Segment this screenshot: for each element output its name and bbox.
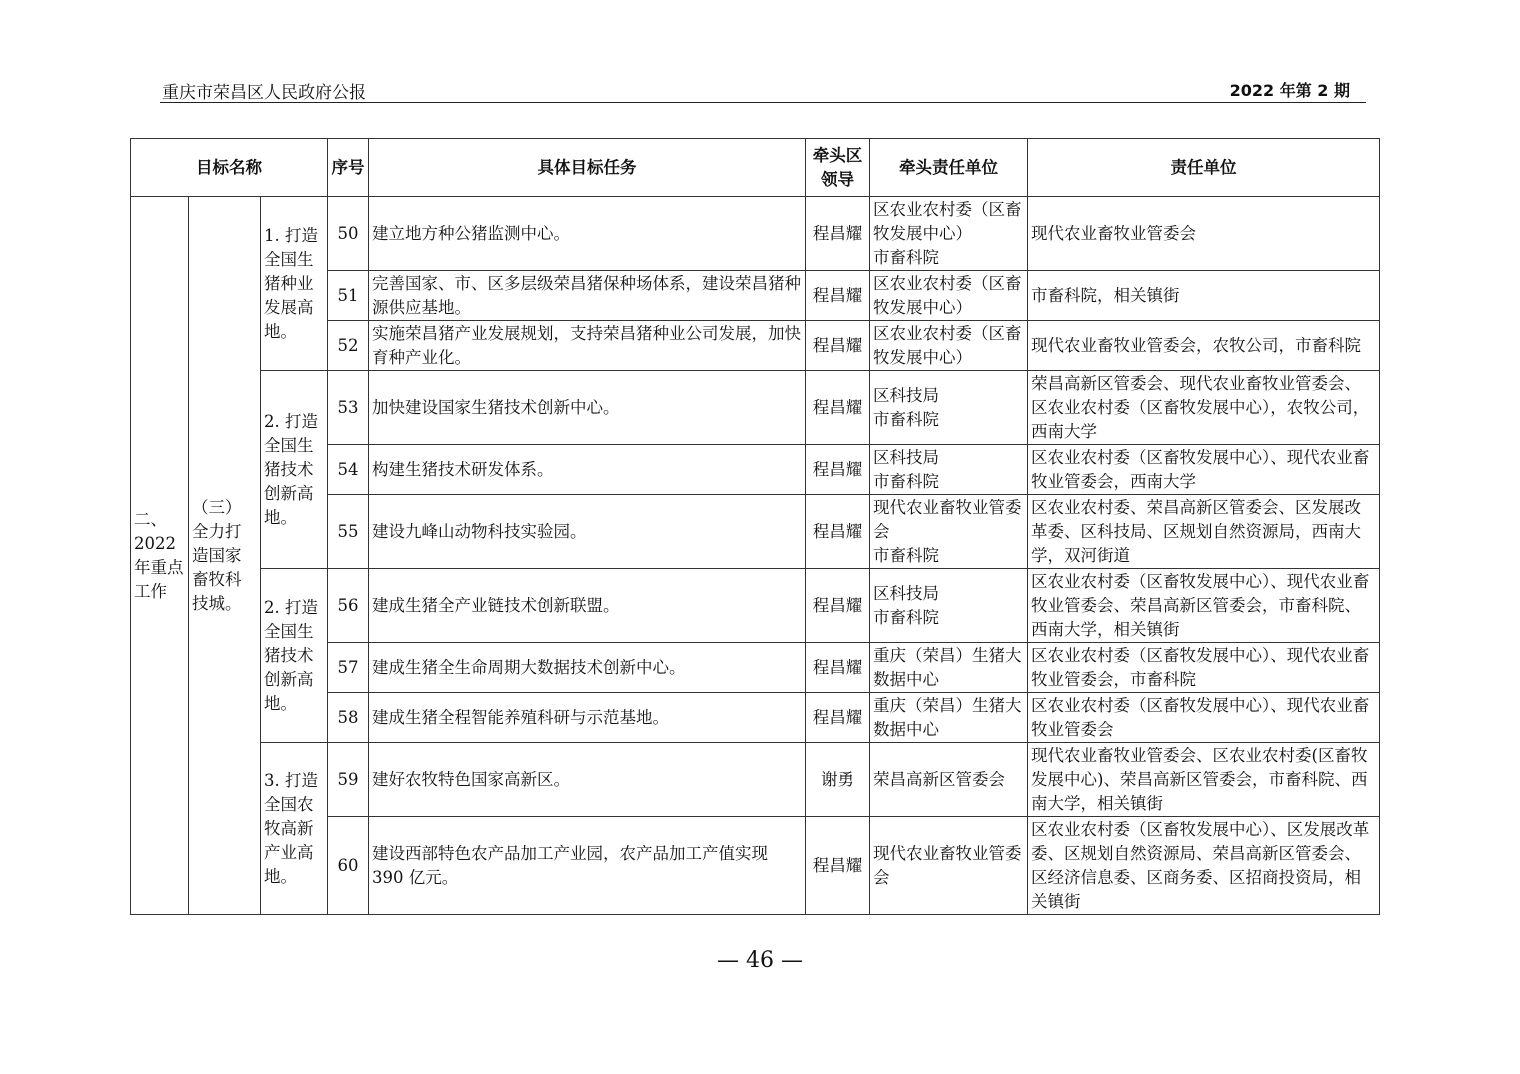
group-label: 2. 打造全国生猪技术创新高地。 — [261, 371, 328, 569]
seq-cell: 52 — [328, 321, 369, 371]
task-cell: 建设九峰山动物科技实验园。 — [369, 495, 806, 569]
leader-cell: 程昌耀 — [806, 693, 870, 743]
publication-title: 重庆市荣昌区人民政府公报 — [162, 83, 366, 103]
leader-cell: 谢勇 — [806, 743, 870, 817]
task-cell: 完善国家、市、区多层级荣昌猪保种场体系，建设荣昌猪种源供应基地。 — [369, 271, 806, 321]
seq-cell: 50 — [328, 197, 369, 271]
lead-unit-cell: 区科技局 市畜科院 — [870, 569, 1028, 643]
seq-cell: 56 — [328, 569, 369, 643]
units-cell: 区农业农村委（区畜牧发展中心）、现代农业畜牧业管委会、荣昌高新区管委会，市畜科院、西南大学，相关镇街 — [1028, 569, 1380, 643]
col-header-lead-unit: 牵头责任单位 — [870, 139, 1028, 197]
lead-unit-cell: 重庆（荣昌）生猪大数据中心 — [870, 693, 1028, 743]
units-cell: 现代农业畜牧业管委会 — [1028, 197, 1380, 271]
units-cell: 荣昌高新区管委会、现代农业畜牧业管委会、区农业农村委（区畜牧发展中心），农牧公司，西南大学 — [1028, 371, 1380, 445]
leader-cell: 程昌耀 — [806, 817, 870, 915]
task-cell: 实施荣昌猪产业发展规划，支持荣昌猪种业公司发展，加快育种产业化。 — [369, 321, 806, 371]
units-cell: 现代农业畜牧业管委会，农牧公司，市畜科院 — [1028, 321, 1380, 371]
group-label: 2. 打造全国生猪技术创新高地。 — [261, 569, 328, 743]
table-row — [131, 197, 1380, 271]
task-cell: 加快建设国家生猪技术创新中心。 — [369, 371, 806, 445]
units-cell: 区农业农村委（区畜牧发展中心）、区发展改革委、区规划自然资源局、荣昌高新区管委会、区经济信息委、区商务委、区招商投资局，相关镇街 — [1028, 817, 1380, 915]
group-label: 3. 打造全国农牧高新产业高地。 — [261, 743, 328, 915]
leader-cell: 程昌耀 — [806, 569, 870, 643]
lead-unit-cell: 现代农业畜牧业管委会 市畜科院 — [870, 495, 1028, 569]
units-cell: 市畜科院，相关镇街 — [1028, 271, 1380, 321]
task-cell: 建成生猪全产业链技术创新联盟。 — [369, 569, 806, 643]
lead-unit-cell: 区农业农村委（区畜牧发展中心） — [870, 321, 1028, 371]
seq-cell: 58 — [328, 693, 369, 743]
seq-cell: 55 — [328, 495, 369, 569]
lead-unit-cell: 重庆（荣昌）生猪大数据中心 — [870, 643, 1028, 693]
table-header-row — [131, 139, 1380, 197]
leader-cell: 程昌耀 — [806, 271, 870, 321]
lead-unit-cell: 区科技局 市畜科院 — [870, 445, 1028, 495]
units-cell: 区农业农村委（区畜牧发展中心）、现代农业畜牧业管委会，西南大学 — [1028, 445, 1380, 495]
seq-cell: 57 — [328, 643, 369, 693]
units-cell: 现代农业畜牧业管委会、区农业农村委(区畜牧发展中心)、荣昌高新区管委会，市畜科院、西南大学，相关镇街 — [1028, 743, 1380, 817]
table-row — [131, 569, 1380, 643]
leader-cell: 程昌耀 — [806, 321, 870, 371]
level2-label: （三）全力打造国家畜牧科技城。 — [189, 197, 261, 915]
task-cell: 建好农牧特色国家高新区。 — [369, 743, 806, 817]
seq-cell: 53 — [328, 371, 369, 445]
seq-cell: 59 — [328, 743, 369, 817]
task-cell: 建立地方种公猪监测中心。 — [369, 197, 806, 271]
seq-cell: 54 — [328, 445, 369, 495]
seq-cell: 51 — [328, 271, 369, 321]
leader-cell: 程昌耀 — [806, 495, 870, 569]
leader-cell: 程昌耀 — [806, 445, 870, 495]
task-cell: 建成生猪全生命周期大数据技术创新中心。 — [369, 643, 806, 693]
group-label: 1. 打造全国生猪种业发展高地。 — [261, 197, 328, 371]
col-header-units: 责任单位 — [1028, 139, 1380, 197]
col-header-target: 目标名称 — [131, 139, 328, 197]
seq-cell: 60 — [328, 817, 369, 915]
target-task-table — [130, 138, 1380, 915]
page-number: — 46 — — [717, 948, 803, 973]
task-cell: 建成生猪全程智能养殖科研与示范基地。 — [369, 693, 806, 743]
leader-cell: 程昌耀 — [806, 371, 870, 445]
lead-unit-cell: 区农业农村委（区畜牧发展中心） 市畜科院 — [870, 197, 1028, 271]
leader-cell: 程昌耀 — [806, 643, 870, 693]
level1-label: 二、2022 年重点工作 — [131, 197, 189, 915]
task-cell: 建设西部特色农产品加工产业园，农产品加工产值实现 390 亿元。 — [369, 817, 806, 915]
page-header — [160, 76, 1366, 103]
leader-cell: 程昌耀 — [806, 197, 870, 271]
col-header-leader: 牵头区领导 — [806, 139, 870, 197]
task-cell: 构建生猪技术研发体系。 — [369, 445, 806, 495]
col-header-seq: 序号 — [328, 139, 369, 197]
table-row — [131, 371, 1380, 445]
col-header-task: 具体目标任务 — [369, 139, 806, 197]
lead-unit-cell: 现代农业畜牧业管委会 — [870, 817, 1028, 915]
table-row — [131, 743, 1380, 817]
units-cell: 区农业农村委、荣昌高新区管委会、区发展改革委、区科技局、区规划自然资源局，西南大学，双河街道 — [1028, 495, 1380, 569]
units-cell: 区农业农村委（区畜牧发展中心）、现代农业畜牧业管委会 — [1028, 693, 1380, 743]
lead-unit-cell: 区农业农村委（区畜牧发展中心） — [870, 271, 1028, 321]
lead-unit-cell: 区科技局 市畜科院 — [870, 371, 1028, 445]
lead-unit-cell: 荣昌高新区管委会 — [870, 743, 1028, 817]
issue-label: 2022 年第 2 期 — [1229, 81, 1350, 100]
units-cell: 区农业农村委（区畜牧发展中心）、现代农业畜牧业管委会，市畜科院 — [1028, 643, 1380, 693]
